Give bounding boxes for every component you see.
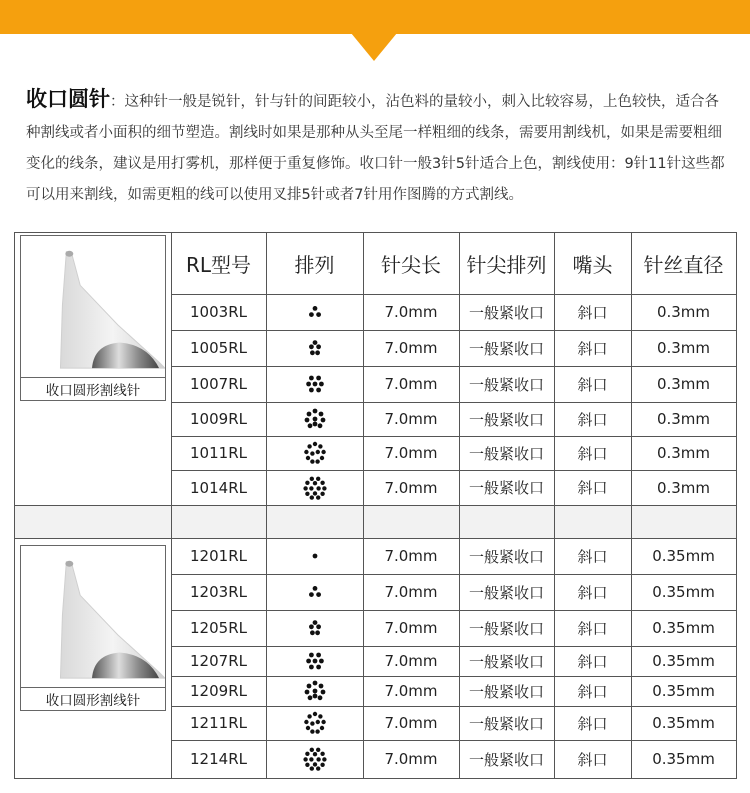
needle-dot: [316, 476, 320, 480]
table-cell-tip: 一般紧收口: [468, 444, 544, 463]
needle-dot: [312, 712, 316, 716]
table-cell-diameter: 0.35mm: [652, 583, 715, 601]
needle-dot: [316, 653, 321, 658]
needle-dot: [318, 684, 323, 689]
needle-dot: [306, 659, 311, 664]
column-header: 排列: [294, 252, 335, 277]
needle-dot: [305, 752, 309, 756]
needle-dot: [309, 665, 314, 670]
needle-dots-icon: [300, 744, 330, 774]
table-cell-diameter: 0.35mm: [652, 547, 715, 565]
table-cell-diameter: 0.3mm: [656, 339, 711, 357]
needle-dot: [312, 491, 316, 495]
needle-dot: [306, 412, 311, 417]
needle-dots-icon: [300, 404, 330, 434]
needle-arrangement-dots: [266, 330, 363, 366]
needle-dot: [310, 630, 315, 635]
table-grid-line: [171, 436, 737, 437]
table-cell-tip: 一般紧收口: [468, 410, 544, 429]
needle-dot: [309, 748, 313, 752]
needle-dot: [321, 450, 325, 454]
column-header: 针丝直径: [643, 252, 724, 277]
needle-dot: [320, 752, 324, 756]
needle-dots-icon: [300, 577, 330, 607]
needle-dot: [305, 480, 309, 484]
table-cell-nozzle: 斜口: [577, 682, 608, 701]
needle-dot: [315, 350, 320, 355]
table-grid-line: [363, 232, 364, 779]
needle-dot: [312, 340, 317, 345]
table-grid-line: [14, 538, 737, 539]
banner-arrow-icon: [351, 33, 397, 61]
needle-dot: [309, 388, 314, 393]
needle-dot: [316, 495, 320, 499]
table-cell-tip: 一般紧收口: [468, 547, 544, 566]
needle-dots-icon: [300, 676, 330, 706]
table-cell-length: 7.0mm: [384, 619, 438, 637]
needle-dot: [315, 459, 319, 463]
needle-dot: [316, 388, 321, 393]
needle-dot: [307, 714, 311, 718]
needle-dot: [312, 409, 317, 414]
table-grid-line: [171, 740, 737, 741]
table-cell-nozzle: 斜口: [577, 547, 608, 566]
needle-dot: [320, 418, 325, 423]
needle-tip-icon: [21, 236, 165, 378]
needle-dot: [312, 306, 317, 311]
needle-dot: [307, 423, 312, 428]
table-cell-model: 1007RL: [190, 375, 247, 393]
table-cell-model: 1205RL: [190, 619, 247, 637]
needle-dot: [316, 766, 320, 770]
needle-dot: [309, 624, 314, 629]
needle-dot: [316, 624, 321, 629]
table-grid-line: [631, 232, 632, 779]
needle-dot: [322, 486, 326, 490]
needle-arrangement-dots: [266, 574, 363, 610]
needle-dot: [312, 681, 317, 686]
needle-dot: [319, 726, 323, 730]
needle-product-image: [20, 235, 166, 401]
needle-dot: [309, 486, 313, 490]
needle-arrangement-dots: [266, 470, 363, 505]
table-cell-tip: 一般紧收口: [468, 479, 544, 497]
table-cell-length: 7.0mm: [384, 375, 438, 393]
table-cell-model: 1201RL: [190, 547, 247, 565]
intro-title: 收口圆针: [26, 87, 110, 111]
needle-dot: [312, 481, 316, 485]
table-cell-diameter: 0.35mm: [652, 682, 715, 700]
needle-dot: [312, 752, 316, 756]
needle-dot: [318, 444, 322, 448]
table-cell-model: 1214RL: [190, 750, 247, 768]
needle-dot: [318, 714, 322, 718]
needle-arrangement-dots: [266, 366, 363, 402]
table-cell-nozzle: 斜口: [577, 375, 608, 394]
needle-dot: [317, 423, 322, 428]
needle-dots-icon: [300, 708, 330, 738]
needle-arrangement-dots: [266, 706, 363, 740]
needle-dots-icon: [300, 613, 330, 643]
needle-dot: [321, 720, 325, 724]
table-cell-diameter: 0.35mm: [652, 619, 715, 637]
needle-dot: [304, 720, 308, 724]
needle-dot: [316, 344, 321, 349]
table-cell-tip: 一般紧收口: [468, 750, 544, 769]
needle-dot: [319, 382, 324, 387]
needle-dot: [312, 762, 316, 766]
table-grid-line: [266, 232, 267, 779]
needle-tip-icon: [21, 546, 165, 688]
table-cell-nozzle: 斜口: [577, 714, 608, 733]
needle-dot: [315, 450, 319, 454]
table-cell-length: 7.0mm: [384, 478, 438, 497]
table-cell-tip: 一般紧收口: [468, 652, 544, 671]
table-spacer-row: [14, 505, 736, 538]
needle-dot: [305, 491, 309, 495]
needle-dot: [316, 376, 321, 381]
needle-dot: [317, 695, 322, 700]
needle-arrangement-dots: [266, 294, 363, 330]
needle-dots-icon: [300, 369, 330, 399]
table-cell-nozzle: 斜口: [577, 303, 608, 322]
needle-dot: [309, 495, 313, 499]
needle-dot: [312, 620, 317, 625]
table-cell-length: 7.0mm: [384, 682, 438, 700]
needle-dot: [320, 480, 324, 484]
table-cell-model: 1207RL: [190, 652, 247, 670]
needle-dot: [316, 757, 320, 761]
needle-arrangement-dots: [266, 676, 363, 706]
table-cell-diameter: 0.3mm: [656, 375, 711, 393]
needle-arrangement-dots: [266, 740, 363, 778]
table-cell-nozzle: 斜口: [577, 339, 608, 358]
table-cell-diameter: 0.35mm: [652, 714, 715, 732]
needle-dot: [305, 763, 309, 767]
needle-dot: [310, 451, 314, 455]
table-cell-tip: 一般紧收口: [468, 619, 544, 638]
table-cell-length: 7.0mm: [384, 547, 438, 565]
needle-dot: [312, 442, 316, 446]
table-grid-line: [171, 402, 737, 403]
table-cell-nozzle: 斜口: [577, 619, 608, 638]
table-cell-nozzle: 斜口: [577, 479, 608, 497]
needle-dot: [309, 344, 314, 349]
needle-dot: [320, 690, 325, 695]
table-cell-nozzle: 斜口: [577, 750, 608, 769]
table-grid-line: [171, 232, 172, 779]
table-grid-line: [14, 232, 737, 233]
table-cell-model: 1003RL: [190, 303, 247, 321]
table-cell-diameter: 0.35mm: [652, 652, 715, 670]
needle-dot: [315, 630, 320, 635]
table-grid-line: [171, 330, 737, 331]
needle-dot: [310, 459, 314, 463]
table-cell-tip: 一般紧收口: [468, 375, 544, 394]
needle-dot: [312, 586, 317, 591]
table-cell-tip: 一般紧收口: [468, 583, 544, 602]
table-cell-nozzle: 斜口: [577, 410, 608, 429]
column-header: 嘴头: [572, 252, 613, 277]
needle-dot: [312, 689, 317, 694]
needle-dot: [316, 486, 320, 490]
needle-dot: [318, 412, 323, 417]
needle-dot: [319, 456, 323, 460]
needle-dot: [315, 729, 319, 733]
needle-dots-icon: [300, 541, 330, 571]
table-cell-tip: 一般紧收口: [468, 303, 544, 322]
needle-dot: [306, 382, 311, 387]
needle-dot: [305, 726, 309, 730]
table-cell-diameter: 0.35mm: [652, 750, 715, 768]
table-cell-model: 1203RL: [190, 583, 247, 601]
needle-dot: [304, 690, 309, 695]
needle-dot: [316, 312, 321, 317]
table-cell-length: 7.0mm: [384, 652, 438, 670]
table-cell-length: 7.0mm: [384, 410, 438, 428]
table-cell-length: 7.0mm: [384, 750, 438, 768]
needle-dot: [307, 444, 311, 448]
table-cell-length: 7.0mm: [384, 583, 438, 601]
needle-image-caption: 收口圆形割线针: [21, 377, 165, 400]
needle-dot: [305, 456, 309, 460]
table-cell-diameter: 0.3mm: [656, 303, 711, 321]
needle-dot: [307, 695, 312, 700]
table-grid-line: [14, 232, 15, 779]
needle-dot: [303, 757, 307, 761]
table-cell-length: 7.0mm: [384, 339, 438, 357]
needle-product-image: [20, 545, 166, 711]
needle-dot: [309, 592, 314, 597]
table-cell-tip: 一般紧收口: [468, 339, 544, 358]
needle-dot: [309, 653, 314, 658]
needle-dot: [316, 665, 321, 670]
table-cell-model: 1011RL: [190, 444, 247, 462]
table-grid-line: [459, 232, 460, 779]
table-grid-line: [171, 610, 737, 611]
needle-dot: [320, 763, 324, 767]
needle-dot: [312, 382, 317, 387]
table-grid-line: [736, 232, 737, 779]
table-cell-nozzle: 斜口: [577, 444, 608, 463]
needle-dot: [306, 684, 311, 689]
table-grid-line: [14, 778, 737, 779]
needle-dot: [310, 350, 315, 355]
table-cell-model: 1009RL: [190, 410, 247, 428]
needle-dot: [304, 418, 309, 423]
needle-dot: [312, 659, 317, 664]
table-cell-length: 7.0mm: [384, 714, 438, 732]
table-cell-nozzle: 斜口: [577, 652, 608, 671]
table-cell-length: 7.0mm: [384, 444, 438, 462]
top-banner-bar: [0, 0, 750, 34]
needle-arrangement-dots: [266, 538, 363, 574]
table-cell-tip: 一般紧收口: [468, 682, 544, 701]
needle-dot: [310, 721, 314, 725]
needle-dots-icon: [300, 473, 330, 503]
needle-dot: [312, 417, 317, 422]
needle-dots-icon: [300, 333, 330, 363]
needle-dots-icon: [300, 297, 330, 327]
needle-arrangement-dots: [266, 610, 363, 646]
table-grid-line: [171, 366, 737, 367]
table-cell-tip: 一般紧收口: [468, 714, 544, 733]
table-grid-line: [171, 294, 737, 295]
table-cell-model: 1005RL: [190, 339, 247, 357]
table-grid-line: [554, 232, 555, 779]
needle-dots-icon: [300, 646, 330, 676]
column-header: RL型号: [185, 252, 252, 277]
needle-dot: [312, 694, 317, 699]
needle-arrangement-dots: [266, 402, 363, 436]
needle-dot: [309, 757, 313, 761]
needle-dots-icon: [300, 438, 330, 468]
table-grid-line: [171, 646, 737, 647]
needle-dot: [304, 450, 308, 454]
table-cell-model: 1014RL: [190, 478, 247, 497]
needle-dot: [320, 491, 324, 495]
table-cell-length: 7.0mm: [384, 303, 438, 321]
intro-text: ：这种针一般是锐针，针与针的间距较小，沾色料的量较小，刺入比较容易，上色较快，适合各种割线或者小面积的细节塑造。割线时如果是那种从头至尾一样粗细的线条，需要用割线机，如果是需要粗细变化的线条，建议是用打雾机，那样便于重复修饰。收口针一般3针5针适合上色，割线使用：9针11针这些都可以用来割线，如需更粗的线可以使用叉排5针或者7针用作图腾的方式割线。: [26, 94, 725, 203]
column-header: 针尖排列: [466, 252, 547, 277]
table-cell-model: 1209RL: [190, 682, 247, 700]
needle-dot: [309, 312, 314, 317]
needle-dot: [310, 729, 314, 733]
intro-paragraph: [26, 84, 732, 211]
needle-dot: [315, 720, 319, 724]
needle-dot: [312, 554, 317, 559]
needle-dot: [312, 422, 317, 427]
table-cell-model: 1211RL: [190, 714, 247, 732]
column-header: 针尖长: [381, 252, 441, 277]
table-cell-diameter: 0.3mm: [656, 410, 711, 428]
needle-dot: [309, 376, 314, 381]
needle-image-caption: 收口圆形割线针: [21, 687, 165, 710]
table-grid-line: [171, 676, 737, 677]
table-grid-line: [171, 574, 737, 575]
table-grid-line: [171, 470, 737, 471]
needle-dot: [319, 659, 324, 664]
needle-dot: [309, 476, 313, 480]
table-cell-diameter: 0.3mm: [656, 444, 711, 462]
needle-arrangement-dots: [266, 436, 363, 470]
needle-dot: [309, 766, 313, 770]
needle-dot: [316, 748, 320, 752]
table-grid-line: [14, 505, 737, 506]
table-cell-diameter: 0.3mm: [656, 478, 711, 497]
needle-arrangement-dots: [266, 646, 363, 676]
needle-dot: [316, 592, 321, 597]
table-cell-nozzle: 斜口: [577, 583, 608, 602]
needle-dot: [322, 757, 326, 761]
table-grid-line: [171, 706, 737, 707]
needle-dot: [303, 486, 307, 490]
